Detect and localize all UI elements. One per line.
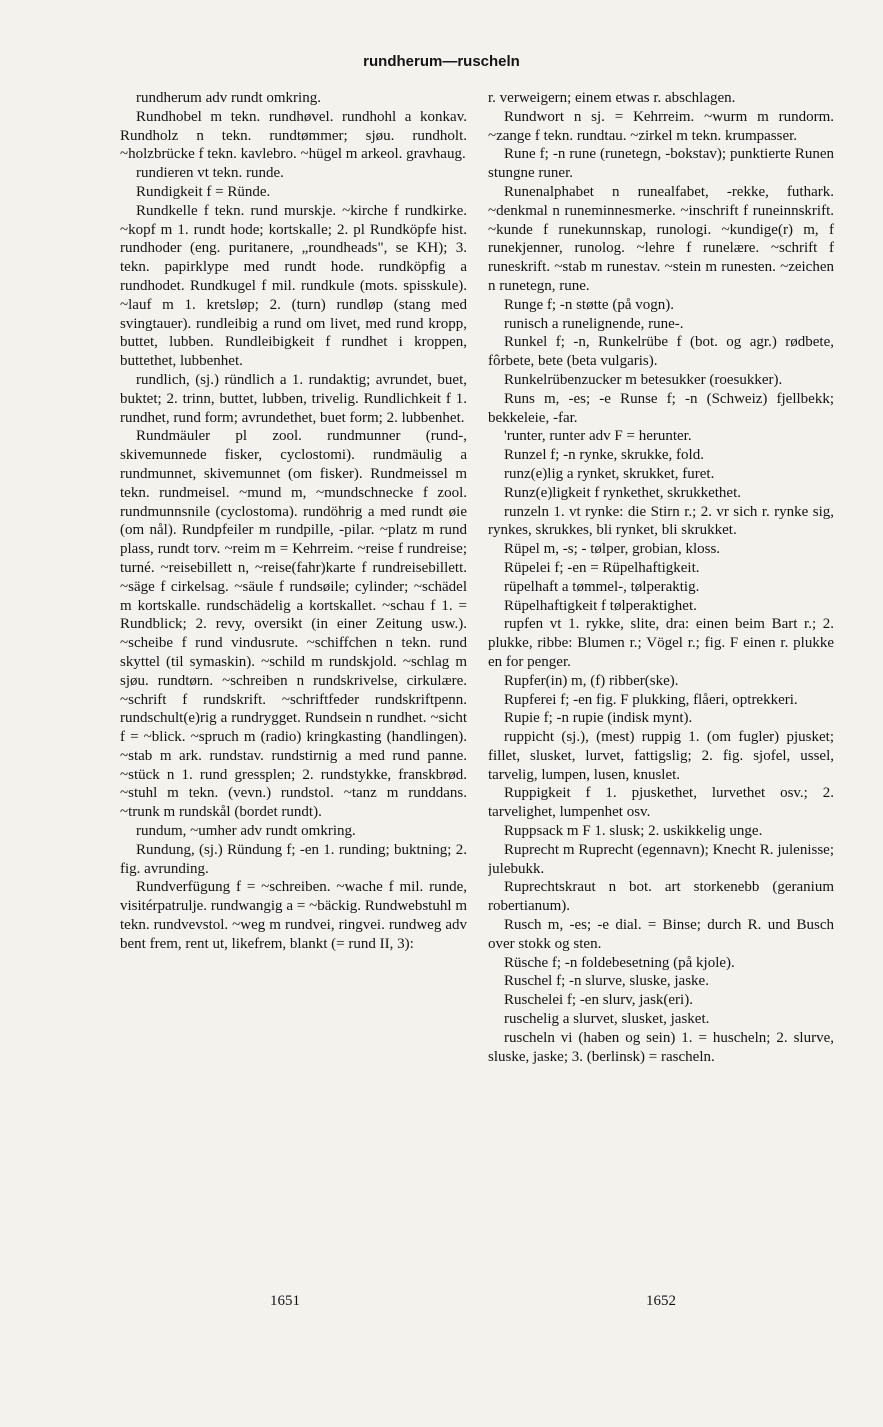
entry: Rüpel m, -s; - tølper, grobian, kloss. <box>504 541 721 558</box>
entry: Ruppigkeit f 1. pjuskethet, lurvethet osv.; 2. tarvelighet, lumpenhet osv. <box>488 785 834 821</box>
entry: ruscheln vi (haben og sein) 1. = huscheln; 2. slurve, sluske, jaske; 3. (berlinsk) = rascheln. <box>488 1029 834 1065</box>
entry: Rundigkeit f = Ründe. <box>136 183 271 200</box>
entry: Ruprecht m Ruprecht (egennavn); Knecht R. julenisse; julebukk. <box>488 841 834 877</box>
entry: Runzel f; -n rynke, skrukke, fold. <box>504 447 704 464</box>
entry: runzeln 1. vt rynke: die Stirn r.; 2. vr sich r. rynke sig, rynkes, skrukkes, bli rynket, bli skrukket. <box>488 503 834 539</box>
entry: Rundverfügung f = ~schreiben. ~wache f mil. runde, visitérpatrulje. rundwangig a = ~bäckig. Rundwebstuhl m tekn. rundvevstol. ~weg m rundvei, ringvei. rundweg adv bent frem, rent ut, likefrem, blankt (= rund II, 3): <box>120 879 467 952</box>
entry: r. verweigern; einem etwas r. abschlagen. <box>488 90 736 106</box>
entry: Runs m, -es; -e Runse f; -n (Schweiz) fjellbekk; bekkeleie, -far. <box>488 390 834 426</box>
entry: Rundmäuler pl zool. rundmunner (rund-, skivemunnede fisker, cyclostomi). rundmäulig a rundmunnet, skivemunnet (om fisker). Rundmeissel m tekn. rundmeisel. ~mund m, ~mundschnecke f zool. rundmunnsnile (cyclostoma). rundöhrig a med rundt øie (om nål). Rundpfeiler m rundpille, -pilar. ~platz m rund plass, rundt torv. ~reim m = Kehrreim. ~reise f rundreise; turné. ~reisebillett n, ~reise(fahr)karte f rundreisebillett. ~säge f cirkelsag. ~säule f rundsøile; cylinder; ~schädel m kortskalle. rundschädelig a kortskallet. ~schau f 1. = Rundblick; 2. revy, oversikt (in einer Zeitung usw.). ~scheibe f rund vindusrute. ~schiffchen n tekn. rund skyttel (til symaskin). ~schild m rundskjold. ~schlag m sjøu. rundtørn. ~schreiben n rundskrivelse, cirkulære. ~schrift f rundskrift. ~schriftfeder rundskriftpenn. rundschult(e)rig a rundrygget. Rundsein n rundhet. ~sicht f = ~blick. ~spruch m (radio) kringkasting (handlingen). ~stab m ark. rundstav. rundstirnig a med rund panne. ~stück n 1. rund gressplen; 2. rundstykke, franskbrød. ~stuhl m tekn. (vevn.) rundstol. ~tanz m runddans. ~trunk m rundskål (bordet rundt). <box>120 428 467 821</box>
entry: Rune f; -n rune (runetegn, -bokstav); punktierte Runen stungne runer. <box>488 146 834 182</box>
entry: Ruschelei f; -en slurv, jask(eri). <box>504 992 693 1009</box>
entry: Runge f; -n støtte (på vogn). <box>504 296 674 313</box>
entry: Rundwort n sj. = Kehrreim. ~wurm m rundorm. ~zange f tekn. rundtau. ~zirkel m tekn. krumpasser. <box>488 108 834 144</box>
entry: rundum, ~umher adv rundt omkring. <box>136 823 356 840</box>
entry: ruschelig a slurvet, slusket, jasket. <box>504 1011 710 1028</box>
entry: rupfen vt 1. rykke, slite, dra: einen beim Bart r.; 2. plukke, ribbe: Blumen r.; Vögel r.; fig. F einen r. plukke en for penger. <box>488 616 834 670</box>
entry: Rupferei f; -en fig. F plukking, flåeri, optrekkeri. <box>504 691 798 708</box>
entry: runz(e)lig a rynket, skrukket, furet. <box>504 465 715 482</box>
running-header: rundherum—ruscheln <box>363 53 520 70</box>
entry: Rupfer(in) m, (f) ribber(ske). <box>504 672 679 689</box>
entry: Rundung, (sj.) Ründung f; -en 1. runding; buktning; 2. fig. avrunding. <box>120 841 467 877</box>
left-column <box>120 89 467 1279</box>
entry: Ruprechtskraut n bot. art storkenebb (geranium robertianum). <box>488 879 834 915</box>
entry: Rundhobel m tekn. rundhøvel. rundhohl a konkav. Rundholz n tekn. rundtømmer; sjøu. rundholt. ~holzbrücke f tekn. kavlebro. ~hügel m arkeol. gravhaug. <box>120 108 467 163</box>
entry: Rundkelle f tekn. rund murskje. ~kirche f rundkirke. ~kopf m 1. rundt hode; kortskalle; 2. pl Rundköpfe hist. rundhoder (eng. puritanere, „roundheads", se KH); 3. tekn. papirklype med rundt hode. rundköpfig a rundhodet. Rundkugel f mil. rundkule (mots. spisskule). ~lauf m 1. kretsløp; 2. (turn) rundløp (stang med svingtauer). rundleibig a rund om livet, med rund kropp, buttet, lubben. Rundleibigkeit f rundhet i kroppen, buttethet, lubbenhet. <box>120 202 467 370</box>
page-number-right: 1652 <box>646 1293 676 1309</box>
entry: 'runter, runter adv F = herunter. <box>504 428 692 445</box>
entry: Runenalphabet n runealfabet, -rekke, futhark. ~denkmal n runeminnesmerke. ~inschrift f runeinnskrift. ~kunde f runekunnskap, runologi. ~kundige(r) m, f runekjenner, runolog. ~lehre f runelære. ~schrift f runeskrift. ~stab m runestav. ~stein m runesten. ~zeichen n runetegn, rune. <box>488 183 834 294</box>
entry: Rüpelhaftigkeit f tølperaktighet. <box>504 597 697 614</box>
entry: Ruppsack m F 1. slusk; 2. uskikkelig unge. <box>504 823 763 840</box>
entry: Ruschel f; -n slurve, sluske, jaske. <box>504 973 709 990</box>
entry: rüpelhaft a tømmel-, tølperaktig. <box>504 578 700 595</box>
entry: Runkel f; -n, Runkelrübe f (bot. og agr.) rødbete, fôrbete, bete (beta vulgaris). <box>488 334 834 370</box>
entry: Runkelrübenzucker m betesukker (roesukker). <box>504 371 783 388</box>
entry: rundieren vt tekn. runde. <box>136 165 284 182</box>
entry: Rusch m, -es; -e dial. = Binse; durch R. und Busch over stokk og sten. <box>488 917 834 952</box>
entry: Rüsche f; -n foldebesetning (på kjole). <box>504 954 735 971</box>
entry: rundlich, (sj.) ründlich a 1. rundaktig; avrundet, buet, buktet; 2. trinn, buttet, lubben, trivelig. Rundlichkeit f 1. rundhet, rund form; avrundethet, buet form; 2. lubbenhet. <box>120 371 467 426</box>
entry: Rupie f; -n rupie (indisk mynt). <box>504 710 693 727</box>
page-number-left: 1651 <box>270 1293 300 1309</box>
right-column <box>488 89 834 1279</box>
entry: ruppicht (sj.), (mest) ruppig 1. (om fugler) pjusket; fillet, slusket, lurvet, fattigslig; 2. fig. sjofel, ussel, tarvelig, lumpen, lusen, knuslet. <box>488 729 834 783</box>
entry: Rüpelei f; -en = Rüpelhaftigkeit. <box>504 559 700 576</box>
entry: Runz(e)ligkeit f rynkethet, skrukkethet. <box>504 484 742 501</box>
entry: runisch a runelignende, rune-. <box>504 315 684 332</box>
entry: rundherum adv rundt omkring. <box>136 90 321 106</box>
